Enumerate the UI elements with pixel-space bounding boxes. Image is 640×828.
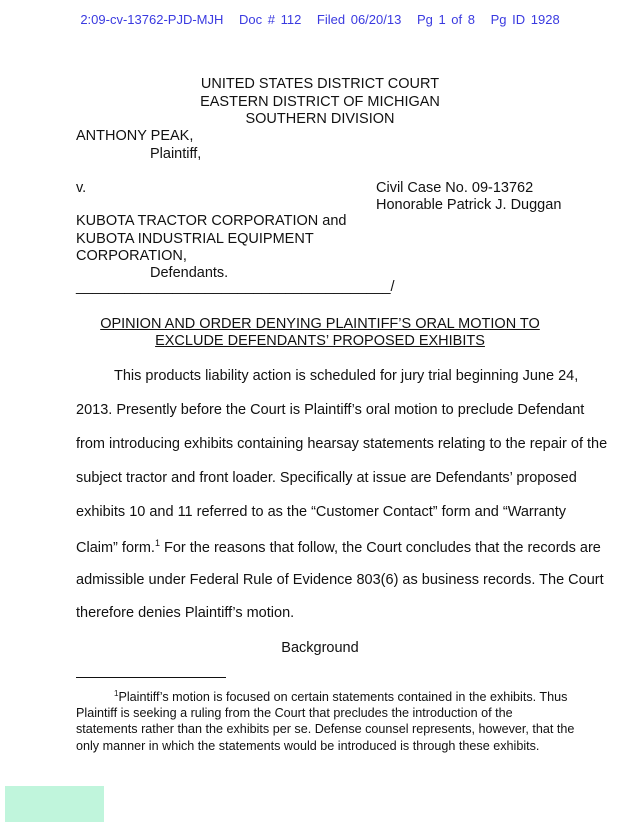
body-text: For the reasons that follow, the Court concludes that the records are [159,539,601,556]
footnote-reference[interactable]: 1 [154,538,160,548]
footnote-divider [76,677,226,678]
highlight-box [5,786,104,822]
body-line: This products liability action is scheduled for jury trial beginning June 24, [114,368,579,384]
body-text: Claim” form. [76,539,155,556]
versus: v. [76,180,87,196]
body-line: subject tractor and front loader. Specifically at issue are Defendants’ proposed [76,470,577,486]
section-heading: Background [281,640,359,656]
defendant-line-2: KUBOTA INDUSTRIAL EQUIPMENT [76,231,314,247]
footnote-marker: 1 [114,689,119,698]
page-count: Pg 1 of 8 [416,12,475,27]
body-line: admissible under Federal Rule of Evidence 803(6) as business records. The Court [76,572,604,588]
doc-number: Doc # 112 [239,12,302,27]
court-line-1: UNITED STATES DISTRICT COURT [200,76,440,92]
body-line: exhibits 10 and 11 referred to as the “Customer Contact” form and “Warranty [76,504,566,520]
footnote-line: Plaintiff is seeking a ruling from the Court that precludes the introduction of the [76,706,513,720]
defendant-line-3: CORPORATION, [76,248,187,264]
case-id: 2:09-cv-13762-PJD-MJH [80,12,224,27]
page-id: Pg ID 1928 [490,12,560,27]
title-line-2: EXCLUDE DEFENDANTS’ PROPOSED EXHIBITS [155,333,485,349]
footnote-line [114,689,567,704]
court-line-3: SOUTHERN DIVISION [245,111,395,127]
caption-rule: _______________________________________/ [76,279,395,295]
filing-header [0,12,640,27]
defendant-line-1: KUBOTA TRACTOR CORPORATION and [76,213,347,229]
court-line-2: EASTERN DISTRICT OF MICHIGAN [200,94,440,110]
footnote-text: Plaintiff’s motion is focused on certain statements contained in the exhibits. Thus [118,690,568,705]
defendant-role: Defendants. [150,265,229,281]
footnote-line: statements rather than the exhibits per se. Defense counsel represents, however, that the [76,722,575,736]
plaintiff-role: Plaintiff, [150,146,202,162]
plaintiff-name: ANTHONY PEAK, [76,128,194,144]
body-line [76,538,601,556]
body-line: 2013. Presently before the Court is Plaintiff’s oral motion to preclude Defendant [76,402,585,418]
body-line: therefore denies Plaintiff’s motion. [76,605,295,621]
judge-name: Honorable Patrick J. Duggan [376,197,562,213]
body-line: from introducing exhibits containing hearsay statements relating to the repair of the [76,436,608,452]
filed-date: Filed 06/20/13 [316,12,402,27]
case-number: Civil Case No. 09-13762 [376,180,534,196]
footnote-line: only manner in which the statements would be introduced is through these exhibits. [76,739,540,753]
title-line-1: OPINION AND ORDER DENYING PLAINTIFF’S ORAL MOTION TO [100,316,540,332]
